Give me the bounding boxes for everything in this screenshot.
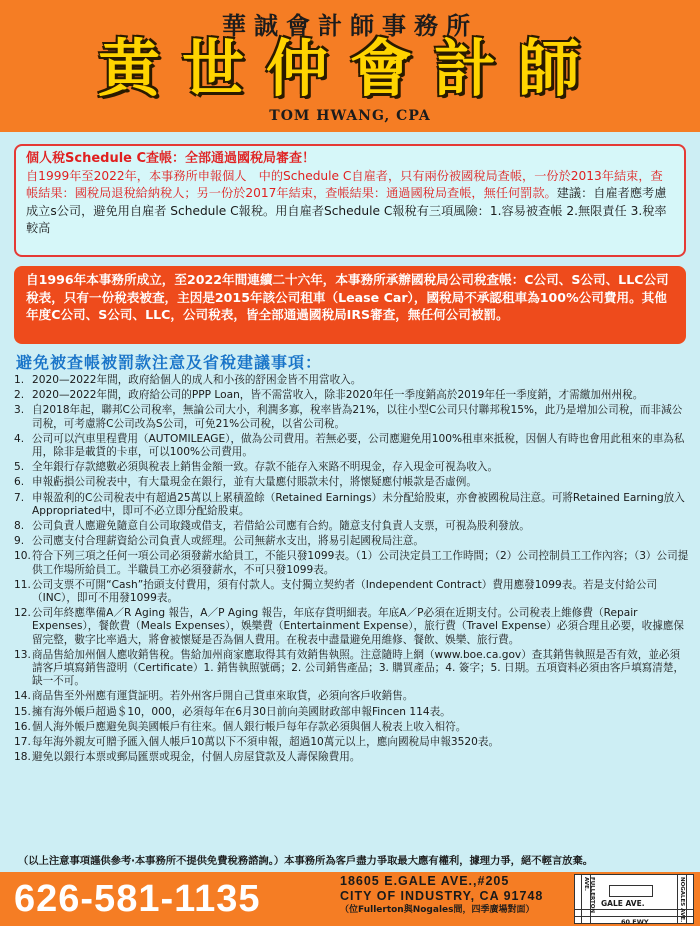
list-item-number: 12.	[14, 607, 31, 620]
list-item-text: 自2018年起，聯邦C公司稅率，無論公司大小，利潤多寡，稅率皆為21%，以往小型C公司只付聯邦稅15%，此乃是增加公司稅，而非減公司稅，可考慮將C公司改為S公司，可免21%公司稅，以省公司稅。	[32, 404, 683, 430]
schedule-c-notice	[14, 144, 686, 257]
list-item	[14, 550, 690, 576]
list-item	[14, 476, 690, 489]
map-label-gale: GALE AVE.	[601, 899, 645, 908]
company-audit-highlight: 自1996年本事務所成立，至2022年間連續二十六年，本事務所承辦國稅局公司稅查帳：C公司、S公司、LLC公司稅表，只有一份稅表被查，主因是2015年該公司租車（Lease Car），國稅局不承認租車為100%公司費用。其他年度C公司、S公司、LLC，公司稅表，皆全部通過國稅局IRS審查，無任何公司被罰。	[14, 266, 686, 344]
list-item-text: 公司年終應準備A／R Aging 報告，A／P Aging 報告，年底存貨明細表。年底A／P必須在近期支付。公司稅表上維修費（Repair Expenses），餐飲費（Meals Expenses），娛樂費（Entertainment Expense），旅行費（Travel Expense）必須合理且必要，收據應保留完整，數字比率過大，將會被懷疑是否為個人費用。在稅表中盡量避免用維修、餐飲、娛樂、旅行費。	[32, 607, 685, 646]
list-item	[14, 579, 690, 605]
header	[0, 0, 700, 130]
address-line-1: 18605 E.GALE AVE.,#205	[340, 874, 510, 888]
list-item-number: 2.	[14, 389, 25, 402]
list-item-number: 3.	[14, 404, 25, 417]
list-item	[14, 461, 690, 474]
list-item	[14, 751, 690, 764]
list-item-number: 6.	[14, 476, 25, 489]
map-building	[609, 885, 653, 897]
main-content	[0, 132, 700, 872]
list-item	[14, 690, 690, 703]
list-item-number: 15.	[14, 705, 31, 718]
list-item-text: 避免以銀行本票或郵局匯票或現金，付個人房屋貸款及人壽保險費用。	[32, 751, 361, 764]
list-item-text: 公司應支付合理薪資給公司負責人或經理。公司無薪水支出，將易引起國稅局注意。	[32, 535, 424, 548]
list-item	[14, 649, 690, 689]
list-item	[14, 389, 690, 402]
list-item-text: 商品售至外州應有運貨証明。若外州客戶開自己貨車來取貨，必須向客戶收銷售。	[32, 690, 414, 703]
list-item-text: 擁有海外帳戶超過＄10，000，必須每年在6月30日前向美國財政部申報Fincen 114表。	[32, 705, 451, 718]
disclaimer: （以上注意事項謹供參考‧本事務所不提供免費稅務諮詢。）本事務所為客戶盡力爭取最大應有權利，據理力爭，絕不輕言放棄。	[18, 855, 594, 867]
list-item-text: 申報盈利的C公司稅表中有超過25萬以上累積盈餘（Retained Earnings）未分配給股東，亦會被國稅局注意。可將Retained Earning放入Appropriated中，即可不必立即分配給股東。	[32, 491, 685, 517]
address	[340, 874, 543, 917]
address-line-3: （位Fullerton與Nogales間，四季廣場對面）	[340, 905, 535, 915]
list-item-text: 公司可以汽車里程費用（AUTOMILEAGE），做為公司費用。若無必要，公司應避免用100%租車來抵稅，因個人有時也會用此租來的車為私用，除非是載貨的卡車，可以100%公司費用。	[32, 432, 685, 459]
list-item	[14, 721, 690, 734]
list-item	[14, 374, 690, 387]
list-item	[14, 492, 690, 518]
list-item-number: 7.	[14, 491, 25, 504]
list-item-number: 14.	[14, 690, 31, 703]
list-item-text: 公司負責人應避免隨意自公司取錢或借支，若借給公司應有合約。隨意支付負責人支票，可視為股利發放。	[32, 520, 530, 533]
list-item-text: 符合下列三項之任何一項公司必須發薪水給員工，不能只發1099表。（1）公司決定員工工作時間；（2）公司控制員工工作內容；（3）公司提供工作場所給員工。半職員工亦必須發薪水，不可只發1099表。	[32, 550, 689, 576]
brand-title: 黄世仲會計師	[97, 32, 602, 105]
list-item	[14, 607, 690, 647]
map-label-freeway: 60 FWY	[621, 918, 649, 926]
map-label-fullerton: FULLERTON AVE.	[583, 877, 595, 914]
list-item-text: 全年銀行存款總數必須與稅表上銷售金額一致。存款不能存入來路不明現金，存入現金可視為收入。	[32, 461, 499, 474]
map-label-nogales: NOGALES AVE.	[679, 877, 685, 923]
list-item-text: 申報虧損公司稅表中，有大量現金在銀行，並有大量應付賬款未付，將懷疑應付帳款是否虛例。	[32, 476, 477, 489]
address-line-2: CITY OF INDUSTRY, CA 91748	[340, 889, 544, 903]
list-item	[14, 433, 690, 459]
list-item	[14, 520, 690, 533]
list-item-text: 2020—2022年間，政府給個人的成人和小孩的舒困金皆不用當收入。	[32, 374, 362, 386]
notice-red-text: 自1999年至2022年，本事務所申報個人 中的Schedule C自雇者，只有兩份被國稅局查帳，一份於2013年結束，查帳結果：國稅局退稅給納稅人；另一份於2017年結束，查帳結果：通過國稅局查帳，無任何罰款。	[26, 168, 663, 201]
list-item	[14, 706, 690, 719]
location-map	[574, 874, 694, 924]
list-item-number: 10.	[14, 550, 31, 563]
phone-number[interactable]: 626-581-1135	[14, 878, 261, 920]
list-item-number: 13.	[14, 648, 31, 661]
list-item-number: 1.	[14, 374, 25, 386]
list-item-text: 公司支票不可開“Cash”抬頭支付費用，須有付款人。支付獨立契約者（Independent Contract）費用應發1099表。若是支付給公司（INC），即可不用發1099表。	[32, 578, 658, 605]
section-title: 避免被查帳被罰款注意及省稅建議事項：	[16, 353, 323, 372]
list-item	[14, 535, 690, 548]
list-item-text: 2020—2022年間，政府給公司的PPP Loan，皆不需當收入，除非2020年任一季度銷高於2019年任一季度銷，才需繳加州州稅。	[32, 389, 644, 402]
list-item-number: 9.	[14, 535, 25, 548]
list-item-text: 個人海外帳戶應避免與美國帳戶有往來。個人銀行帳戶每年存款必須與個人稅表上收入相符。	[32, 720, 467, 733]
firm-name: 華誠會計師事務所	[222, 11, 478, 40]
footer	[0, 872, 700, 926]
notice-title: 個人稅Schedule C查帳：全部通過國稅局審查！	[26, 151, 316, 166]
list-item-number: 16.	[14, 720, 31, 733]
list-item-text: 每年海外親友可贈予匯入個人帳戶10萬以下不須申報，超過10萬元以上，應向國稅局申報3520表。	[32, 736, 500, 749]
list-item-text: 商品售給加州個人應收銷售稅。售給加州商家應取得其有效銷售執照。注意隨時上網（www.boe.ca.gov）查其銷售執照是否有效，並必須請客戶填寫銷售證明（Certificate）1. 銷售執照號碼；2. 公司銷售產品；3. 購買產品；4. 簽字；5. 日期。五項資料必須由客戶填寫清楚，缺一不可。	[32, 648, 685, 688]
list-item	[14, 736, 690, 749]
list-item-number: 18.	[14, 751, 31, 764]
advice-list	[14, 374, 690, 766]
cpa-name: TOM HWANG, CPA	[269, 108, 431, 124]
list-item-number: 17.	[14, 736, 31, 749]
list-item-number: 8.	[14, 520, 25, 533]
notice-advice-text: 建議：自雇者應考慮成立s公司，避免用自雇者 Schedule C報稅。用自雇者Schedule C報稅有三項風險：1.容易被查帳 2.無限責任 3.稅率較高	[26, 186, 667, 236]
list-item-number: 5.	[14, 461, 25, 474]
list-item-number: 4.	[14, 432, 25, 445]
list-item-number: 11.	[14, 578, 31, 591]
list-item	[14, 404, 690, 430]
